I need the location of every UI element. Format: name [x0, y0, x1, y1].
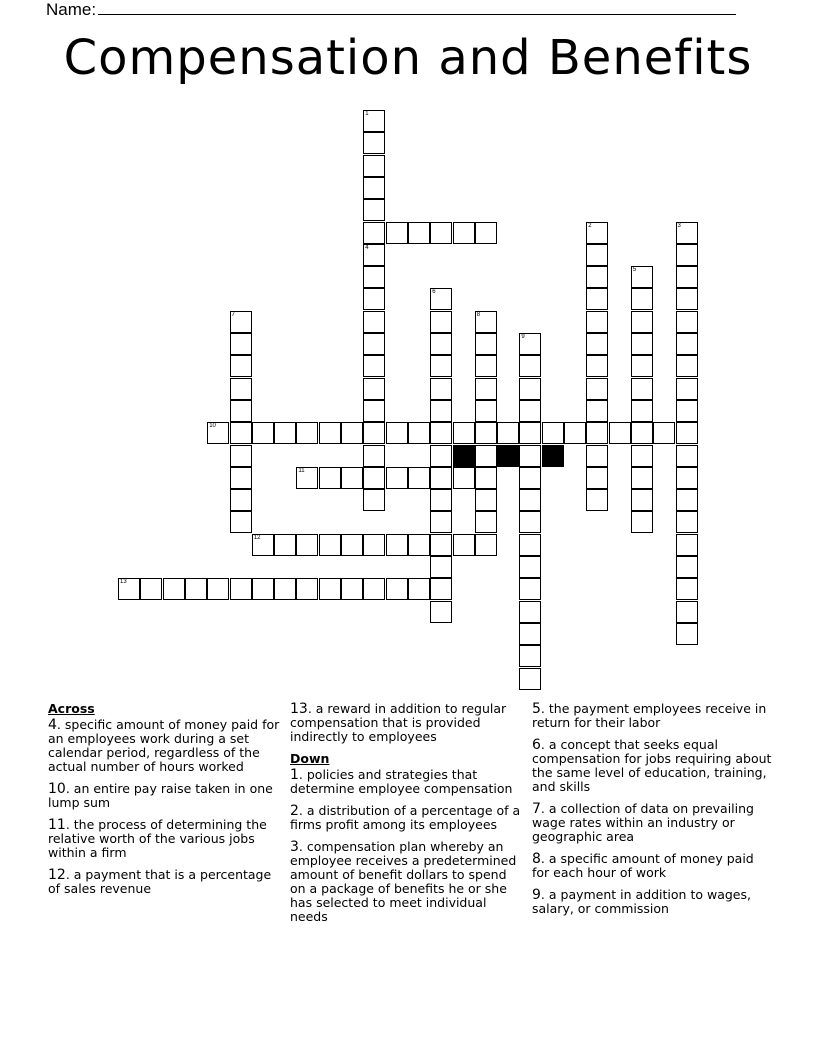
grid-cell[interactable] — [296, 422, 318, 444]
grid-cell[interactable] — [341, 578, 363, 600]
grid-cell[interactable] — [475, 511, 497, 533]
grid-cell[interactable] — [363, 578, 385, 600]
grid-cell[interactable] — [631, 355, 653, 377]
grid-cell[interactable] — [519, 378, 541, 400]
grid-cell[interactable] — [296, 578, 318, 600]
clues-column-3 — [532, 702, 772, 924]
grid-cell[interactable] — [676, 511, 698, 533]
grid-cell[interactable] — [586, 467, 608, 489]
grid-cell[interactable] — [363, 155, 385, 177]
grid-cell[interactable] — [631, 489, 653, 511]
grid-cell[interactable] — [207, 578, 229, 600]
grid-cell[interactable] — [519, 422, 541, 444]
grid-cell[interactable] — [475, 400, 497, 422]
clues-column-2 — [290, 702, 526, 932]
clue-across-11: 11. the process of determining the relative worth of the various jobs within a firm — [48, 817, 267, 860]
grid-cell[interactable] — [363, 400, 385, 422]
grid-cell[interactable] — [363, 311, 385, 333]
grid-cell[interactable] — [341, 467, 363, 489]
grid-cell[interactable] — [453, 534, 475, 556]
grid-cell[interactable] — [519, 534, 541, 556]
grid-cell[interactable] — [430, 489, 452, 511]
page-title: Compensation and Benefits — [63, 30, 753, 86]
grid-cell[interactable] — [363, 177, 385, 199]
grid-cell[interactable] — [475, 467, 497, 489]
grid-cell[interactable] — [207, 422, 229, 444]
grid-cell[interactable] — [363, 333, 385, 355]
grid-cell[interactable] — [230, 333, 252, 355]
clues-column-1 — [48, 702, 284, 904]
grid-cell[interactable] — [163, 578, 185, 600]
clue-across-12: 12. a payment that is a percentage of sales revenue — [48, 867, 272, 896]
grid-cell[interactable] — [631, 378, 653, 400]
grid-cell[interactable] — [430, 445, 452, 467]
grid-cell[interactable] — [676, 311, 698, 333]
grid-cell[interactable] — [453, 222, 475, 244]
grid-cell[interactable] — [430, 511, 452, 533]
grid-cell[interactable] — [363, 467, 385, 489]
grid-cell[interactable] — [676, 400, 698, 422]
grid-cell[interactable] — [586, 244, 608, 266]
grid-cell[interactable] — [631, 333, 653, 355]
grid-cell[interactable] — [118, 578, 140, 600]
down-header: Down — [290, 751, 330, 766]
clue-across-4: 4. specific amount of money paid for an employees work during a set calendar period, regardless of the actual number of hours worked — [48, 717, 280, 774]
grid-cell[interactable] — [497, 422, 519, 444]
cell-number: 13 — [120, 579, 127, 586]
name-label: Name: — [46, 0, 97, 19]
grid-cell[interactable] — [676, 244, 698, 266]
grid-cell[interactable] — [430, 333, 452, 355]
grid-cell[interactable] — [586, 422, 608, 444]
grid-cell[interactable] — [586, 333, 608, 355]
grid-cell[interactable] — [363, 489, 385, 511]
grid-cell[interactable] — [408, 222, 430, 244]
grid-cell[interactable] — [676, 578, 698, 600]
clue-across-13: 13. a reward in addition to regular compensation that is provided indirectly to employees — [290, 701, 507, 744]
grid-cell[interactable] — [676, 445, 698, 467]
clue-down-2: 2. a distribution of a percentage of a firms profit among its employees — [290, 803, 521, 832]
cell-number: 3 — [677, 222, 681, 229]
grid-cell[interactable] — [631, 445, 653, 467]
grid-cell[interactable] — [519, 467, 541, 489]
grid-cell[interactable] — [230, 445, 252, 467]
grid-cell[interactable] — [475, 222, 497, 244]
grid-cell[interactable] — [586, 489, 608, 511]
grid-cell[interactable] — [519, 668, 541, 690]
clue-down-7: 7. a collection of data on prevailing wage rates within an industry or geographic area — [532, 801, 754, 844]
grid-cell[interactable] — [676, 489, 698, 511]
grid-cell[interactable] — [475, 445, 497, 467]
grid-cell[interactable] — [475, 534, 497, 556]
grid-cell[interactable] — [676, 467, 698, 489]
grid-cell[interactable] — [430, 578, 452, 600]
grid-cell[interactable] — [676, 601, 698, 623]
grid-cell[interactable] — [430, 311, 452, 333]
grid-cell[interactable] — [519, 400, 541, 422]
across-header: Across — [48, 701, 95, 716]
grid-cell[interactable] — [408, 467, 430, 489]
grid-cell[interactable] — [586, 355, 608, 377]
grid-cell[interactable] — [363, 266, 385, 288]
grid-cell[interactable] — [519, 556, 541, 578]
grid-cell[interactable] — [475, 489, 497, 511]
grid-cell[interactable] — [363, 355, 385, 377]
grid-cell[interactable] — [676, 355, 698, 377]
grid-cell[interactable] — [386, 222, 408, 244]
cell-number: 11 — [298, 467, 305, 474]
grid-cell[interactable] — [430, 222, 452, 244]
grid-cell[interactable] — [519, 623, 541, 645]
cell-number: 9 — [521, 334, 525, 340]
grid-cell[interactable] — [676, 556, 698, 578]
clue-down-9: 9. a payment in addition to wages, salary, or commission — [532, 887, 751, 916]
grid-cell[interactable] — [319, 467, 341, 489]
grid-cell[interactable] — [296, 467, 318, 489]
grid-cell[interactable] — [140, 578, 162, 600]
grid-cell[interactable] — [475, 355, 497, 377]
grid-cell[interactable] — [676, 422, 698, 444]
grid-cell[interactable] — [430, 601, 452, 623]
clue-down-6: 6. a concept that seeks equal compensation for jobs requiring about the same level of education, training, and skills — [532, 737, 772, 794]
grid-cell[interactable] — [631, 400, 653, 422]
grid-cell[interactable] — [319, 422, 341, 444]
grid-cell[interactable] — [631, 266, 653, 288]
grid-cell[interactable] — [386, 578, 408, 600]
grid-cell[interactable] — [252, 422, 274, 444]
grid-cell[interactable] — [230, 511, 252, 533]
grid-cell[interactable] — [386, 534, 408, 556]
grid-cell[interactable] — [586, 378, 608, 400]
name-underline — [98, 0, 736, 15]
grid-cell[interactable] — [586, 311, 608, 333]
grid-cell[interactable] — [475, 333, 497, 355]
grid-cell[interactable] — [586, 222, 608, 244]
grid-cell[interactable] — [676, 288, 698, 310]
cell-number: 12 — [253, 534, 261, 541]
cell-number: 2 — [588, 222, 592, 229]
grid-cell[interactable] — [430, 467, 452, 489]
grid-cell[interactable] — [676, 378, 698, 400]
grid-cell[interactable] — [430, 534, 452, 556]
grid-cell[interactable] — [475, 422, 497, 444]
grid-cell[interactable] — [363, 244, 385, 266]
grid-cell[interactable] — [408, 534, 430, 556]
grid-cell[interactable] — [609, 422, 631, 444]
clue-across-10: 10. an entire pay raise taken in one lump sum — [48, 781, 273, 810]
grid-cell[interactable] — [430, 400, 452, 422]
grid-cell[interactable] — [363, 110, 385, 132]
grid-cell[interactable] — [519, 645, 541, 667]
cell-number: 8 — [476, 311, 481, 318]
grid-cell[interactable] — [631, 288, 653, 310]
grid-cell[interactable] — [363, 132, 385, 154]
grid-cell[interactable] — [408, 422, 430, 444]
grid-cell[interactable] — [230, 467, 252, 489]
grid-cell[interactable] — [363, 199, 385, 221]
grid-cell[interactable] — [386, 467, 408, 489]
cell-number: 4 — [365, 244, 369, 251]
grid-cell[interactable] — [519, 445, 541, 467]
grid-cell[interactable] — [430, 288, 452, 310]
grid-cell[interactable] — [676, 333, 698, 355]
grid-cell[interactable] — [564, 422, 586, 444]
cell-number: 7 — [231, 311, 235, 318]
grid-cell[interactable] — [586, 288, 608, 310]
grid-cell[interactable] — [453, 422, 475, 444]
grid-cell[interactable] — [519, 489, 541, 511]
grid-cell[interactable] — [430, 378, 452, 400]
grid-cell[interactable] — [252, 578, 274, 600]
blocked-cell — [453, 445, 475, 467]
grid-cell[interactable] — [230, 422, 252, 444]
grid-cell[interactable] — [230, 311, 252, 333]
grid-cell[interactable] — [363, 288, 385, 310]
grid-cell[interactable] — [586, 266, 608, 288]
cell-number: 6 — [432, 289, 436, 296]
grid-cell[interactable] — [363, 222, 385, 244]
grid-cell[interactable] — [319, 534, 341, 556]
grid-cell[interactable] — [363, 422, 385, 444]
grid-cell[interactable] — [586, 445, 608, 467]
grid-cell[interactable] — [274, 534, 296, 556]
grid-cell[interactable] — [676, 534, 698, 556]
grid-cell[interactable] — [230, 355, 252, 377]
grid-cell[interactable] — [430, 355, 452, 377]
name-line[interactable] — [46, 0, 736, 20]
grid-cell[interactable] — [430, 556, 452, 578]
grid-cell[interactable] — [631, 511, 653, 533]
grid-cell[interactable] — [341, 534, 363, 556]
grid-cell[interactable] — [453, 467, 475, 489]
grid-cell[interactable] — [408, 578, 430, 600]
clue-down-8: 8. a specific amount of money paid for each hour of work — [532, 851, 754, 880]
grid-cell[interactable] — [519, 511, 541, 533]
grid-cell[interactable] — [631, 467, 653, 489]
clue-down-1: 1. policies and strategies that determine employee compensation — [290, 767, 513, 796]
grid-cell[interactable] — [230, 578, 252, 600]
grid-cell[interactable] — [430, 422, 452, 444]
grid-cell[interactable] — [230, 400, 252, 422]
grid-cell[interactable] — [542, 422, 564, 444]
cell-number: 1 — [365, 111, 369, 117]
grid-cell[interactable] — [519, 578, 541, 600]
grid-cell[interactable] — [319, 578, 341, 600]
grid-cell[interactable] — [363, 378, 385, 400]
grid-cell[interactable] — [386, 422, 408, 444]
grid-cell[interactable] — [252, 534, 274, 556]
grid-cell[interactable] — [631, 311, 653, 333]
grid-cell[interactable] — [363, 534, 385, 556]
grid-cell[interactable] — [653, 422, 675, 444]
grid-cell[interactable] — [230, 489, 252, 511]
blocked-cell — [497, 445, 519, 467]
cell-number: 5 — [632, 267, 637, 274]
cell-number: 10 — [209, 423, 216, 430]
grid-cell[interactable] — [341, 422, 363, 444]
grid-cell[interactable] — [475, 378, 497, 400]
grid-cell[interactable] — [363, 445, 385, 467]
clue-down-3: 3. compensation plan whereby an employee receives a predetermined amount of benefit dollars to spend on a package of benefits he or she has selected to meet individual needs — [290, 839, 517, 924]
grid-cell[interactable] — [631, 422, 653, 444]
grid-cell[interactable] — [185, 578, 207, 600]
grid-cell[interactable] — [676, 222, 698, 244]
grid-cell[interactable] — [274, 422, 296, 444]
grid-cell[interactable] — [230, 378, 252, 400]
grid-cell[interactable] — [676, 623, 698, 645]
grid-cell[interactable] — [519, 601, 541, 623]
grid-cell[interactable] — [274, 578, 296, 600]
grid-cell[interactable] — [519, 333, 541, 355]
grid-cell[interactable] — [296, 534, 318, 556]
grid-cell[interactable] — [475, 311, 497, 333]
clue-down-5: 5. the payment employees receive in return for their labor — [532, 701, 767, 730]
grid-cell[interactable] — [586, 400, 608, 422]
grid-cell[interactable] — [676, 266, 698, 288]
grid-cell[interactable] — [519, 355, 541, 377]
blocked-cell — [542, 445, 564, 467]
